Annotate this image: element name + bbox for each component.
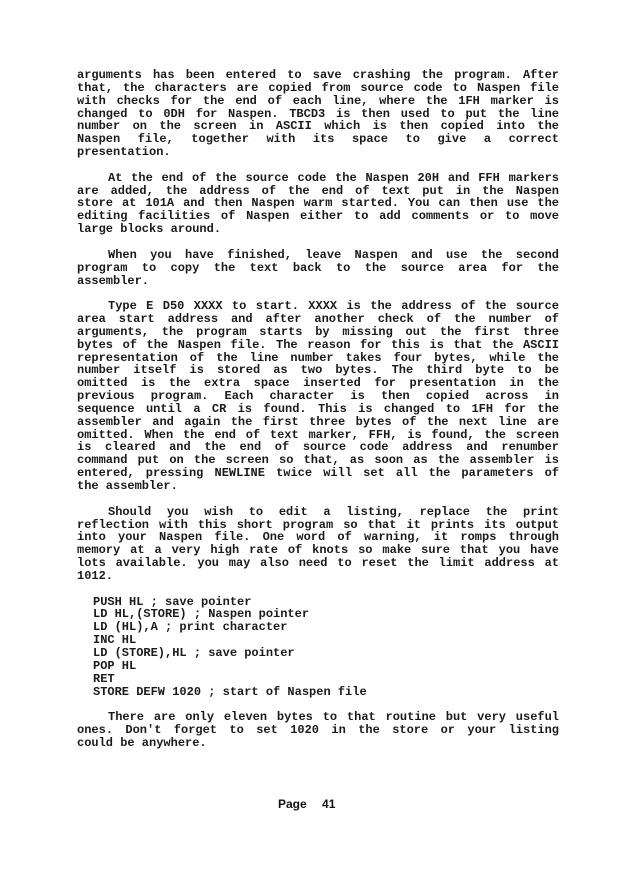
text-line: presentation. <box>77 145 171 160</box>
text-line: that, the characters are copied from source code to Naspen file <box>77 80 559 95</box>
text-line: arguments, the program starts by missing out the first three <box>77 324 559 339</box>
paragraph <box>77 300 559 493</box>
text-line: into your Naspen file. One word of warning, it romps through <box>77 530 559 545</box>
code-listing <box>77 596 559 699</box>
code-line: STORE DEFW 1020 ; start of Naspen file <box>93 684 367 699</box>
text-line: with checks for the end of each line, where the 1FH marker is <box>77 93 559 108</box>
text-line: are added, the address of the end of text put in the Naspen <box>77 183 559 198</box>
text-line: area start address and after another check of the number of <box>77 312 559 327</box>
text-line: assembler. <box>77 273 150 288</box>
paragraph <box>77 249 559 288</box>
text-line: When you have finished, leave Naspen and use the second <box>108 247 559 262</box>
code-line: RET <box>93 671 115 686</box>
code-line: POP HL <box>93 658 137 673</box>
text-line: program to copy the text back to the source area for the <box>77 260 559 275</box>
text-line: ones. Don't forget to set 1020 in the store or your listing <box>77 723 559 738</box>
text-line: lots available. you may also need to reset the limit address at <box>77 556 559 571</box>
document-body <box>77 69 559 763</box>
code-line: LD (HL),A ; print character <box>93 620 288 635</box>
text-line: omitted. When the end of text marker, FFH, is found, the screen <box>77 427 559 442</box>
text-line: number on the screen in ASCII which is then copied into the <box>77 119 559 134</box>
text-line: 1012. <box>77 568 114 583</box>
paragraph <box>77 506 559 583</box>
text-line: command put on the screen so that, as soon as the assembler is <box>77 453 559 468</box>
code-line: PUSH HL ; save pointer <box>93 594 252 609</box>
paragraph <box>77 172 559 236</box>
code-line: LD HL,(STORE) ; Naspen pointer <box>93 607 310 622</box>
text-line: previous program. Each character is then copied across in <box>77 389 559 404</box>
text-line: omitted is the extra space inserted for presentation in the <box>77 376 559 391</box>
text-line: Should you wish to edit a listing, replace the print <box>108 504 559 519</box>
text-line: changed to 0DH for Naspen. TBCD3 is then used to put the line <box>77 106 559 121</box>
text-line: is cleared and the end of source code address and renumber <box>77 440 559 455</box>
text-line: large blocks around. <box>77 222 222 237</box>
text-line: memory at a very high rate of knots so make sure that you have <box>77 543 559 558</box>
code-line: LD (STORE),HL ; save pointer <box>93 645 295 660</box>
text-line: editing facilities of Naspen either to add comments or to move <box>77 209 559 224</box>
text-line: could be anywhere. <box>77 735 207 750</box>
text-line: There are only eleven bytes to that routine but very useful <box>108 710 559 725</box>
text-line: arguments has been entered to save crashing the program. After <box>77 68 559 82</box>
text-line: assembler and again the first three bytes of the next line are <box>77 414 559 429</box>
text-line: reflection with this short program so that it prints its output <box>77 517 559 532</box>
code-line: INC HL <box>93 633 137 648</box>
text-line: representation of the line number takes four bytes, while the <box>77 350 559 365</box>
paragraph <box>77 69 559 159</box>
page-number: Page 41 <box>278 797 336 811</box>
text-line: number itself is stored as two bytes. The third byte to be <box>77 363 559 378</box>
text-line: bytes of the Naspen file. The reason for this is that the ASCII <box>77 337 559 352</box>
text-line: sequence until a CR is found. This is changed to 1FH for the <box>77 401 559 416</box>
text-line: Type E D50 XXXX to start. XXXX is the address of the source <box>108 299 559 314</box>
text-line: the assembler. <box>77 479 178 493</box>
text-line: At the end of the source code the Naspen 20H and FFH markers <box>108 170 559 185</box>
paragraph <box>77 711 559 750</box>
text-line: store at 101A and then Naspen warm started. You can then use the <box>77 196 559 211</box>
text-line: Naspen file, together with its space to give a correct <box>77 132 559 147</box>
text-line: entered, pressing NEWLINE twice will set all the parameters of <box>77 466 559 481</box>
